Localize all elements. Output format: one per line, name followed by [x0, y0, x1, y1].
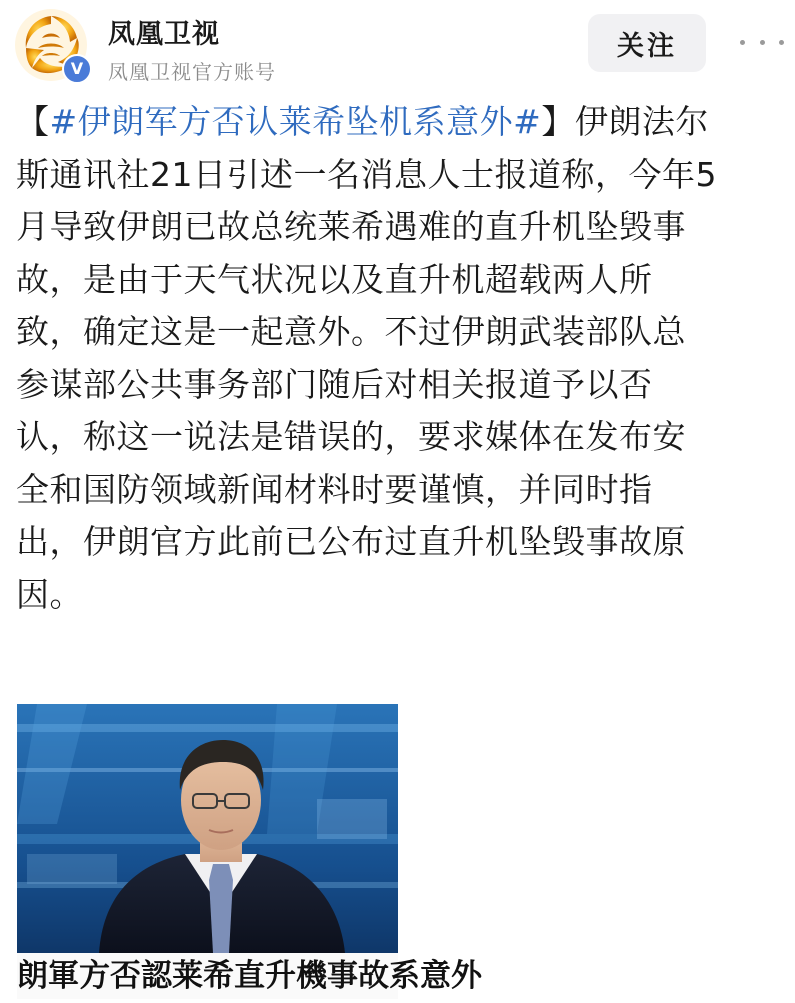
news-video-thumbnail[interactable]: [17, 704, 482, 999]
post-line: 认，称这一说法是错误的，要求媒体在发布安: [16, 417, 686, 456]
video-caption: 朗軍方否認莱希直升機事故系意外: [17, 953, 398, 999]
account-name[interactable]: 凤凰卫视: [108, 19, 220, 50]
post-line: 出，伊朗官方此前已公布过直升机坠毁事故原: [16, 522, 686, 561]
post-line: 斯通讯社21日引述一名消息人士报道称，今年5: [16, 154, 717, 194]
follow-button[interactable]: 关注: [588, 14, 706, 72]
post-line: 故，是由于天气状况以及直升机超载两人所: [16, 259, 653, 299]
open-bracket: 【: [16, 102, 50, 141]
more-dots-icon[interactable]: [740, 28, 784, 56]
post-line: 致，确定这是一起意外。不过伊朗武装部队总: [16, 312, 686, 351]
post-line-text: 伊朗法尔: [574, 102, 709, 141]
account-subtitle: 凤凰卫视官方账号: [108, 60, 276, 84]
post-line: 全和国防领域新闻材料时要谨慎，并同时指: [16, 469, 653, 509]
post-body: [16, 96, 786, 621]
close-bracket: 】: [541, 102, 575, 141]
post-line: 月导致伊朗已故总统莱希遇难的直升机坠毁事: [16, 207, 686, 246]
post-line: [16, 96, 786, 149]
post-header: [0, 0, 795, 90]
verified-badge-icon: V: [62, 54, 92, 84]
post-line: 因。: [16, 574, 83, 614]
post-line: 参谋部公共事务部门随后对相关报道予以否: [16, 364, 653, 404]
hashtag-link[interactable]: #伊朗军方否认莱希坠机系意外#: [49, 102, 542, 141]
